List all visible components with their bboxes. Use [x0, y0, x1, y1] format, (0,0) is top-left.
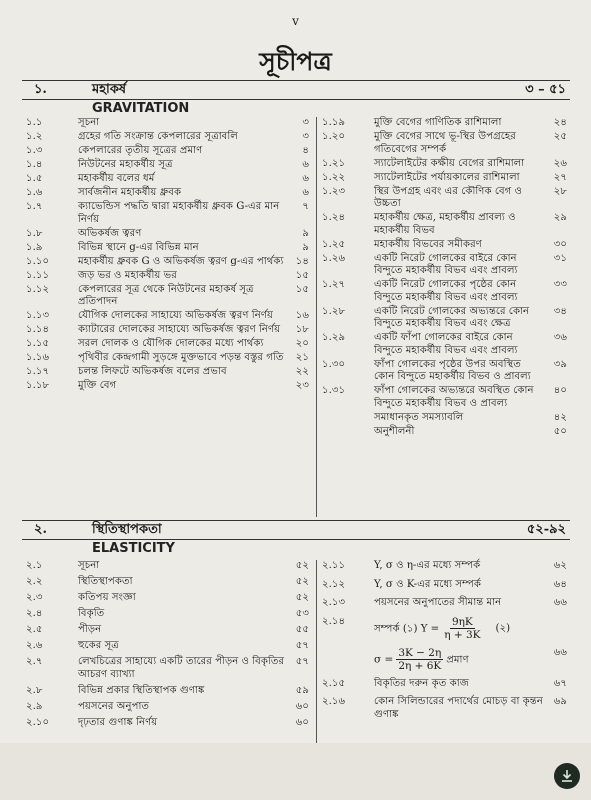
formula-suffix: (২): [495, 623, 511, 634]
toc-entry: [22, 201, 312, 228]
toc-entry: [22, 352, 312, 366]
entry-page: ২২: [295, 366, 309, 377]
entry-title: অনুশীলনী: [374, 425, 415, 437]
entry-number: ২.৫: [26, 624, 43, 635]
chapter-number: ২.: [34, 522, 47, 537]
entry-page: ৫২: [295, 592, 309, 603]
page-title: সূচীপত্র: [259, 47, 332, 76]
toc-entry: [318, 696, 570, 727]
chapter-1-header: [22, 80, 570, 100]
entry-number: ১.১২: [26, 283, 50, 295]
chapter-title: মহাকর্ষ: [92, 82, 127, 97]
toc-entry: [22, 366, 312, 380]
entry-page: ৬৬: [553, 597, 567, 608]
entry-title: হুকের সূত্র: [78, 640, 119, 651]
entry-page: ১৪: [295, 255, 309, 267]
chapter-page-range: ৩ – ৫১: [525, 82, 566, 97]
toc-entry: [22, 324, 312, 338]
entry-number: ১.২৯: [322, 332, 346, 343]
toc-entry: [22, 338, 312, 352]
entry-page: ৩০: [553, 238, 567, 250]
entry-number: ২.৭: [26, 656, 43, 667]
entry-page: ২৮: [553, 185, 567, 197]
entry-title: [374, 616, 543, 641]
entry-page: ৬০: [295, 700, 309, 712]
toc-entry: [22, 159, 312, 173]
chapter-2-left-column: [22, 560, 312, 733]
entry-number: ১.২২: [322, 171, 346, 183]
entry-title: পয়সনের অনুপাত: [78, 700, 150, 712]
entry-title: পয়সনের অনুপাতের সীমান্ত মান: [374, 597, 502, 608]
toc-entry: [22, 560, 312, 576]
entry-page: ৫৩: [295, 608, 309, 619]
entry-number: ১.২৪: [322, 212, 346, 223]
entry-page: ৬৯: [553, 696, 567, 707]
entry-page: ৬৪: [553, 578, 567, 590]
chapter-english-title: ELASTICITY: [92, 541, 175, 556]
chapter-2-header: [22, 520, 570, 540]
entry-page: ৩: [302, 117, 309, 128]
entry-title: সার্বজনীন মহাকর্ষীয় ধ্রুবক: [78, 187, 182, 198]
entry-number: ১.৭: [26, 201, 43, 212]
entry-title: জড় ভর ও মহাকর্ষীয় ভর: [78, 269, 177, 281]
entry-number: ১.১: [26, 117, 43, 128]
entry-number: ২.১৫: [322, 677, 346, 689]
entry-page: ৭: [302, 201, 309, 212]
toc-entry: [318, 359, 570, 386]
entry-number: ১.৪: [26, 159, 43, 170]
entry-title: স্যাটেলাইটের পর্যায়কালের রাশিমালা: [374, 171, 520, 183]
entry-title: ক্যাভেন্ডিস পদ্ধতি দ্বারা মহাকর্ষীয় ধ্রুবক G-এর মান নির্ণয়: [78, 201, 280, 225]
toc-entry: [22, 656, 312, 685]
entry-number: ১.৩০: [322, 358, 346, 370]
toc-entry: [22, 310, 312, 324]
entry-title: একটি ফাঁপা গোলকের বাইরে কোন বিন্দুতে মহাকর্ষীয় বিভব এবং প্রাবল্য: [374, 332, 518, 356]
entry-page: ৫৭: [295, 656, 309, 667]
entry-title: কতিপয় সংজ্ঞা: [78, 592, 136, 603]
entry-number: ২.১৬: [322, 696, 346, 707]
formula-fraction: [442, 616, 482, 641]
entry-page: ১৫: [295, 283, 309, 295]
column-divider: [316, 560, 317, 743]
toc-entry: [22, 145, 312, 159]
fraction-denominator: 2η + 6K: [398, 659, 442, 672]
entry-page: ৩: [302, 131, 309, 142]
toc-entry: [22, 270, 312, 284]
entry-page: ২৪: [553, 117, 567, 128]
toc-entry: [318, 158, 570, 172]
entry-title: চলন্ত লিফটে অভিকর্ষজ বলের প্রভাব: [78, 366, 227, 377]
entry-number: ১.২৩: [322, 185, 346, 197]
toc-entry: [22, 576, 312, 592]
toc-entry: [318, 279, 570, 306]
entry-number: ২.১৩: [322, 597, 346, 608]
chapter-number: ১.: [34, 82, 47, 97]
entry-title: মুক্তি বেগের সাথে ভূ-স্থির উপগ্রহের গতিবেগের সম্পর্ক: [374, 131, 516, 155]
entry-title: বিকৃতি: [78, 608, 105, 619]
toc-entry: [318, 579, 570, 598]
entry-page: ৪: [302, 145, 309, 156]
entry-number: ২.১৪: [322, 615, 346, 627]
entry-title: একটি নিরেট গোলকের বাইরে কোন বিন্দুতে মহাকর্ষীয় বিভব এবং প্রাবল্য: [374, 252, 518, 276]
entry-title: বিভিন্ন প্রকার স্থিতিস্থাপক গুণাঙ্ক: [78, 684, 205, 696]
entry-page: ৬৭: [553, 677, 567, 689]
chapter-1-left-column: [22, 117, 312, 394]
entry-title: দৃঢ়তার গুণাঙ্ক নির্ণয়: [78, 716, 158, 728]
entry-page: ৬২: [553, 560, 567, 571]
entry-title: স্যাটেলাইটের কক্ষীয় বেগের রাশিমালা: [374, 157, 525, 169]
toc-entry: [318, 678, 570, 697]
entry-number: ১.১৯: [322, 117, 346, 128]
entry-number: ২.১২: [322, 578, 346, 590]
entry-page: ২০: [295, 338, 309, 349]
chapter-title: স্থিতিস্থাপকতা: [92, 522, 162, 537]
entry-number: ২.৩: [26, 592, 43, 603]
entry-title: Y, σ ও K-এর মধ্যে সম্পর্ক: [374, 578, 482, 590]
entry-number: ২.৯: [26, 700, 43, 712]
entry-title: পীড়ন: [78, 624, 102, 635]
entry-page: ৩৬: [553, 332, 567, 343]
entry-page: ৩৯: [553, 358, 567, 370]
toc-entry: [22, 640, 312, 656]
column-divider: [316, 117, 317, 517]
entry-number: ২.৮: [26, 684, 43, 696]
toc-entry: [22, 701, 312, 717]
entry-number: ১.১৭: [26, 366, 50, 377]
entry-title: অভিকর্ষজ ত্বরণ: [78, 227, 142, 239]
entry-title: ফাঁপা গোলকের পৃষ্ঠের উপর অবস্থিত কোন বিন্দুতে মহাকর্ষীয় বিভব ও প্রাবল্য: [374, 358, 531, 382]
toc-entry: [318, 239, 570, 253]
entry-title: কেপলারের তৃতীয় সূত্রের প্রমাণ: [78, 145, 203, 156]
entry-number: ১.৫: [26, 173, 43, 184]
toc-entry: [22, 131, 312, 145]
entry-page: ৬: [302, 159, 309, 170]
entry-number: ২.১১: [322, 560, 346, 571]
entry-title: নিউটনের মহাকর্ষীয় সূত্র: [78, 159, 173, 170]
entry-page: ৯: [302, 241, 309, 253]
entry-number: ১.৮: [26, 227, 43, 239]
entry-title: বিকৃতির দরুন কৃত কাজ: [374, 677, 469, 689]
entry-title: সম্পর্ক (১) Y =: [374, 623, 440, 634]
toc-entry: [318, 332, 570, 359]
entry-page: ৫২: [295, 576, 309, 587]
entry-title: স্থিতিস্থাপকতা: [78, 576, 133, 587]
entry-page: ৫৯: [295, 684, 309, 696]
entry-title: মহাকর্ষীয় বলের ধর্ম: [78, 173, 155, 184]
entry-title: গ্রহের গতি সংক্রান্ত কেপলারের সূত্রাবলি: [78, 131, 238, 142]
fraction-numerator: 3K − 2η: [398, 646, 442, 659]
toc-entry: [318, 117, 570, 131]
entry-number: ১.২০: [322, 131, 346, 142]
fraction-denominator: η + 3K: [444, 628, 481, 641]
entry-title: স্থির উপগ্রহ এবং এর কৌণিক বেগ ও উচ্চতা: [374, 185, 523, 209]
entry-title: সূচনা: [78, 117, 100, 128]
toc-entry: [22, 380, 312, 394]
entry-title: [374, 647, 543, 672]
entry-number: ২.১০: [26, 716, 50, 728]
entry-page: ৬: [302, 173, 309, 184]
entry-number: ১.১১: [26, 269, 50, 281]
entry-page: ১৮: [295, 324, 309, 335]
entry-number: ১.১০: [26, 255, 50, 267]
entry-number: ১.২৫: [322, 238, 346, 250]
entry-number: ২.২: [26, 576, 43, 587]
entry-page: ৫০: [553, 425, 567, 437]
page-number: v: [292, 14, 299, 28]
entry-page: ৩৩: [553, 279, 567, 290]
entry-title: পৃথিবীর কেন্দ্রগামী সুড়ঙ্গে মুক্তভাবে পড়ন্ত বস্তুর গতি: [78, 352, 284, 363]
fraction-numerator: 9ηK: [451, 615, 473, 628]
chapter-1-right-column: [318, 117, 570, 440]
chapter-page-range: ৫২-৯২: [526, 522, 566, 537]
entry-page: ৫৭: [295, 640, 309, 651]
entry-page: ১৫: [295, 269, 309, 281]
toc-entry: [318, 186, 570, 213]
toc-entry: [22, 228, 312, 242]
toc-entry: [318, 647, 570, 678]
toc-entry: [22, 117, 312, 131]
toc-entry: [22, 173, 312, 187]
toc-entry: [318, 616, 570, 647]
entry-title: কোন সিলিন্ডারের পদার্থের মোচড় বা কৃন্তন গুণাঙ্ক: [374, 696, 543, 720]
entry-number: ১.১৬: [26, 352, 50, 363]
entry-title: মুক্তি বেগের গাণিতিক রাশিমালা: [374, 117, 502, 128]
entry-page: ৫৫: [295, 624, 309, 635]
entry-page: ২৩: [295, 380, 309, 391]
entry-page: ২১: [295, 352, 309, 363]
toc-entry: [22, 717, 312, 733]
entry-title: লেখচিত্রের সাহায্যে একটি তারের পীড়ন ও বিকৃতির আচরণ ব্যাখ্যা: [78, 656, 285, 680]
entry-page: ২৫: [553, 131, 567, 142]
entry-title: যৌগিক দোলকের সাহায্যে অভিকর্ষজ ত্বরণ নির্ণয়: [78, 310, 273, 321]
entry-number: ১.১৫: [26, 338, 50, 349]
entry-title: সমাধানকৃত সমস্যাবলি: [374, 411, 464, 423]
entry-page: ২৭: [553, 171, 567, 183]
toc-entry: [22, 187, 312, 201]
entry-title: ক্যাটারের দোলকের সাহায্যে অভিকর্ষজ ত্বরণ নির্ণয়: [78, 324, 281, 335]
entry-number: ১.২৮: [322, 305, 346, 317]
toc-entry: [22, 624, 312, 640]
entry-number: ১.১৪: [26, 324, 50, 335]
toc-entry: [22, 242, 312, 256]
entry-page: ২৯: [553, 212, 567, 223]
toc-entry: [22, 608, 312, 624]
entry-number: ১.৩: [26, 145, 43, 156]
entry-title: একটি নিরেট গোলকের পৃষ্ঠের কোন বিন্দুতে মহাকর্ষীয় বিভব এবং প্রাবল্য: [374, 279, 518, 303]
toc-entry: [318, 212, 570, 239]
entry-page: ৪২: [553, 411, 567, 423]
entry-title: মহাকর্ষীয় ধ্রুবক G ও অভিকর্ষজ ত্বরণ g-এর পার্থক্য: [78, 255, 284, 267]
entry-title: মুক্তি বেগ: [78, 380, 117, 391]
entry-title: সরল দোলক ও যৌগিক দোলকের মধ্যে পার্থক্য: [78, 338, 264, 349]
entry-page: ৯: [302, 227, 309, 239]
toc-entry: [318, 426, 570, 440]
entry-page: ৬৬: [553, 646, 567, 658]
toc-entry: [22, 592, 312, 608]
toc-entry: [318, 131, 570, 158]
entry-title: সূচনা: [78, 560, 100, 571]
entry-title: কেপলারের সূত্র থেকে নিউটনের মহাকর্ষ সূত্র প্রতিপাদন: [78, 283, 254, 307]
entry-title: ফাঁপা গোলকের অভ্যন্তরে অবস্থিত কোন বিন্দুতে মহাকর্ষীয় বিভব ও প্রাবল্য: [374, 385, 534, 409]
entry-page: ৬: [302, 187, 309, 198]
entry-title: মহাকর্ষীয় বিভবের সমীকরণ: [374, 238, 482, 250]
toc-entry: [318, 560, 570, 579]
toc-entry: [318, 306, 570, 333]
entry-title: বিভিন্ন স্থানে g-এর বিভিন্ন মান: [78, 241, 199, 253]
entry-number: ১.৬: [26, 187, 43, 198]
entry-page: ১৬: [295, 310, 309, 321]
entry-title: মহাকর্ষীয় ক্ষেত্র, মহাকর্ষীয় প্রাবল্য ও মহাকর্ষীয় বিভব: [374, 212, 516, 236]
entry-number: ১.৩১: [322, 385, 346, 396]
entry-page: ৬০: [295, 716, 309, 728]
entry-page: ৩৪: [553, 305, 567, 317]
entry-number: ১.২১: [322, 157, 346, 169]
chapter-english-title: GRAVITATION: [92, 101, 190, 116]
toc-entry: [22, 256, 312, 270]
entry-number: ২.৬: [26, 640, 43, 651]
formula-lhs: σ =: [374, 653, 394, 665]
toc-entry: [22, 685, 312, 701]
entry-number: ১.২৬: [322, 252, 346, 264]
toc-entry: [318, 597, 570, 616]
toc-entry: [22, 284, 312, 311]
entry-page: ৩১: [553, 252, 567, 264]
entry-page: ৫২: [295, 560, 309, 571]
entry-title: একটি নিরেট গোলকের অভ্যন্তরে কোন বিন্দুতে মহাকর্ষীয় বিভব এবং ক্ষেত্র: [374, 305, 530, 329]
entry-title: Y, σ ও η-এর মধ্যে সম্পর্ক: [374, 560, 481, 571]
entry-number: ২.১: [26, 560, 43, 571]
download-icon[interactable]: [554, 763, 580, 789]
toc-entry: [318, 385, 570, 412]
toc-entry: [318, 253, 570, 280]
chapter-2-right-column: [318, 560, 570, 727]
formula-fraction: [396, 647, 443, 672]
entry-number: ১.১৩: [26, 310, 50, 321]
entry-page: ৪০: [553, 385, 567, 396]
toc-entry: [318, 412, 570, 426]
entry-number: ১.১৮: [26, 380, 50, 391]
entry-title: প্রমাণ: [446, 654, 469, 665]
entry-page: ২৬: [553, 157, 567, 169]
entry-number: ১.২৭: [322, 279, 346, 290]
entry-number: ১.২: [26, 131, 43, 142]
entry-number: ২.৪: [26, 608, 43, 619]
entry-number: ১.৯: [26, 241, 43, 253]
toc-entry: [318, 172, 570, 186]
